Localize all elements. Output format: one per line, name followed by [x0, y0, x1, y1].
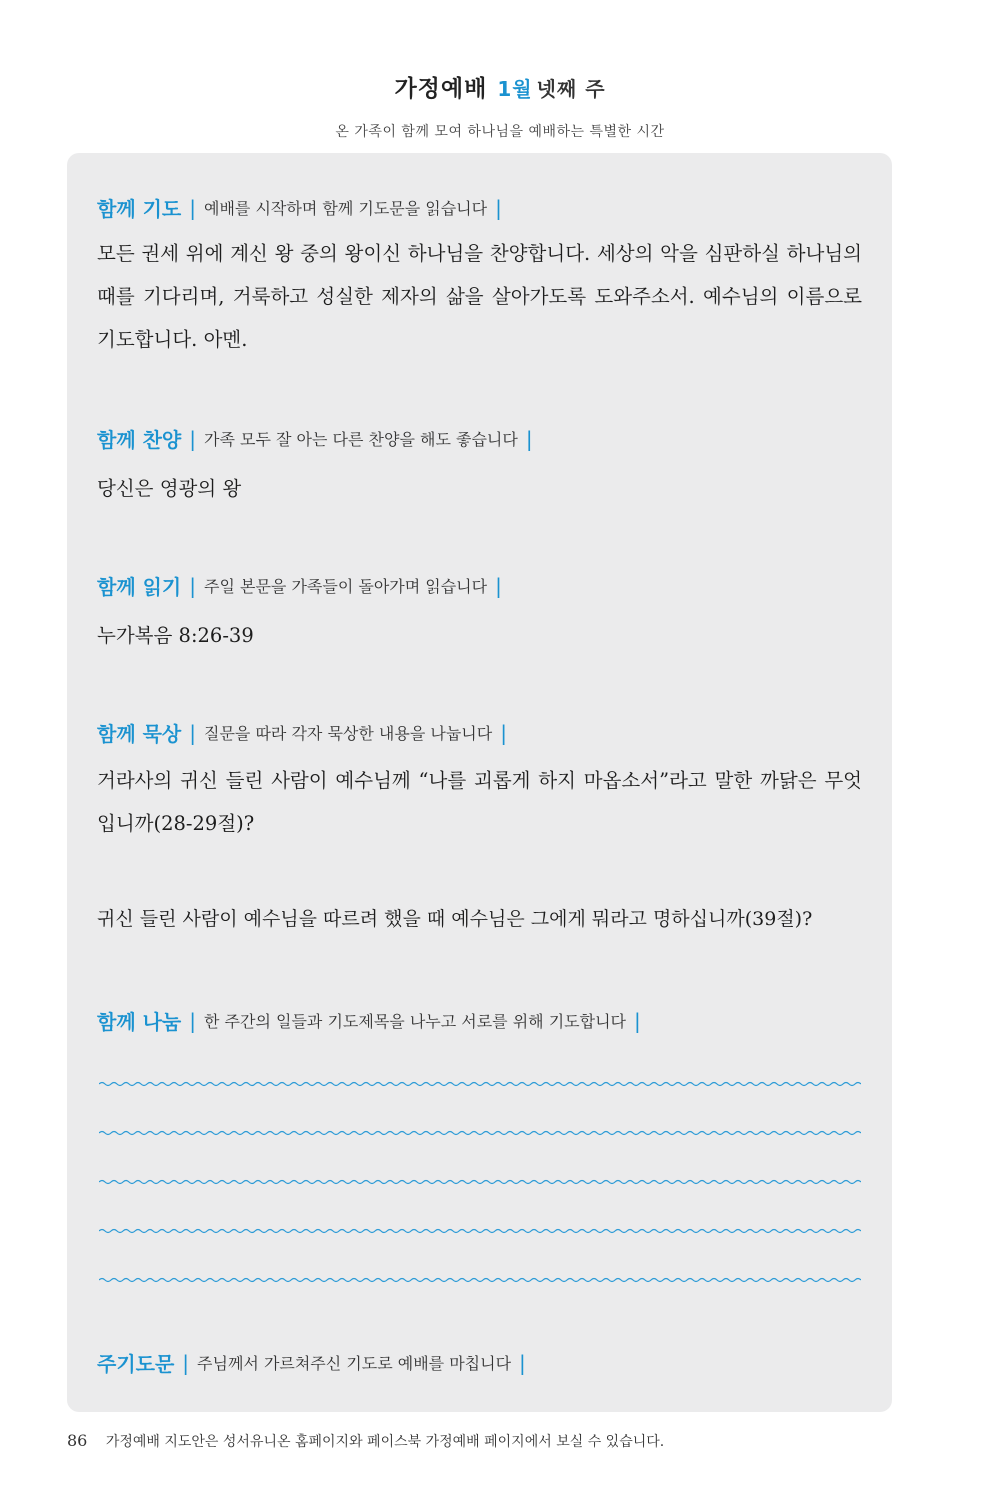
meditation-question-2: 귀신 들린 사람이 예수님을 따르려 했을 때 예수님은 그에게 뭐라고 명하십니까(39절)?: [97, 908, 813, 930]
hymn-title: 당신은 영광의 왕: [97, 477, 242, 500]
divider-bar: |: [189, 1008, 196, 1033]
writing-line-1[interactable]: [99, 1079, 861, 1089]
section-lords-prayer: [97, 1348, 862, 1377]
section-title: 함께 읽기: [97, 575, 182, 599]
section-title: 함께 찬양: [97, 428, 182, 452]
section-header: [97, 1348, 862, 1377]
title-week: 넷째 주: [536, 77, 606, 101]
divider-bar: |: [500, 720, 507, 745]
section-header: [97, 718, 862, 747]
divider-bar: |: [525, 426, 533, 451]
page-header: [0, 70, 1000, 141]
page-number: 86: [67, 1431, 88, 1450]
divider-bar: |: [189, 720, 196, 745]
divider-bar: |: [495, 573, 502, 598]
title-text: 가정예배: [394, 76, 488, 102]
writing-line-4[interactable]: [99, 1226, 861, 1236]
writing-line-5[interactable]: [99, 1275, 861, 1285]
scripture-reference: 누가복음 8:26-39: [97, 624, 254, 647]
worship-card: [67, 153, 892, 1412]
section-title: 함께 나눔: [97, 1010, 182, 1034]
meditation-question-1: 거라사의 귀신 들린 사람이 예수님께 “나를 괴롭게 하지 마옵소서”라고 말한 까닭은 무엇입니까(28-29절)?: [97, 769, 862, 835]
section-praise: [97, 424, 862, 510]
section-sharing: [97, 1006, 862, 1035]
section-title: 함께 묵상: [97, 722, 182, 746]
section-title: 주기도문: [97, 1352, 175, 1376]
section-description: 주님께서 가르쳐주신 기도로 예배를 마칩니다: [197, 1354, 512, 1373]
footer-note: 가정예배 지도안은 성서유니온 홈페이지와 페이스북 가정예배 페이지에서 보실 수 있습니다.: [105, 1434, 665, 1450]
section-title: 함께 기도: [97, 197, 182, 221]
section-header: [97, 193, 862, 222]
section-header: [97, 1006, 862, 1035]
section-description: 주일 본문을 가족들이 돌아가며 읽습니다: [204, 577, 488, 596]
section-header: [97, 571, 862, 600]
divider-bar: |: [189, 426, 196, 451]
divider-bar: |: [189, 573, 196, 598]
writing-line-3[interactable]: [99, 1177, 861, 1187]
page-title: [0, 70, 1000, 103]
divider-bar: |: [182, 1350, 190, 1375]
title-month: 1월: [497, 77, 533, 101]
page-footer: [67, 1431, 664, 1451]
section-description: 예배를 시작하며 함께 기도문을 읽습니다: [204, 199, 488, 218]
section-prayer: [97, 193, 862, 361]
divider-bar: |: [519, 1350, 526, 1375]
prayer-text: 모든 권세 위에 계신 왕 중의 왕이신 하나님을 찬양합니다. 세상의 악을 심판하실 하나님의 때를 기다리며, 거룩하고 성실한 제자의 삶을 살아가도록 도와주소서. 예수님의 이름으로 기도합니다. 아멘.: [97, 242, 862, 351]
section-meditation: [97, 718, 862, 941]
section-description: 질문을 따라 각자 묵상한 내용을 나눕니다: [204, 724, 493, 743]
divider-bar: |: [189, 195, 196, 220]
section-header: [97, 424, 862, 453]
page-subtitle: 온 가족이 함께 모여 하나님을 예배하는 특별한 시간: [335, 124, 665, 140]
section-reading: [97, 571, 862, 657]
section-description: 한 주간의 일들과 기도제목을 나누고 서로를 위해 기도합니다: [204, 1012, 627, 1031]
writing-line-2[interactable]: [99, 1128, 861, 1138]
divider-bar: |: [495, 195, 502, 220]
divider-bar: |: [634, 1008, 641, 1033]
section-description: 가족 모두 잘 아는 다른 찬양을 해도 좋습니다: [204, 430, 518, 449]
